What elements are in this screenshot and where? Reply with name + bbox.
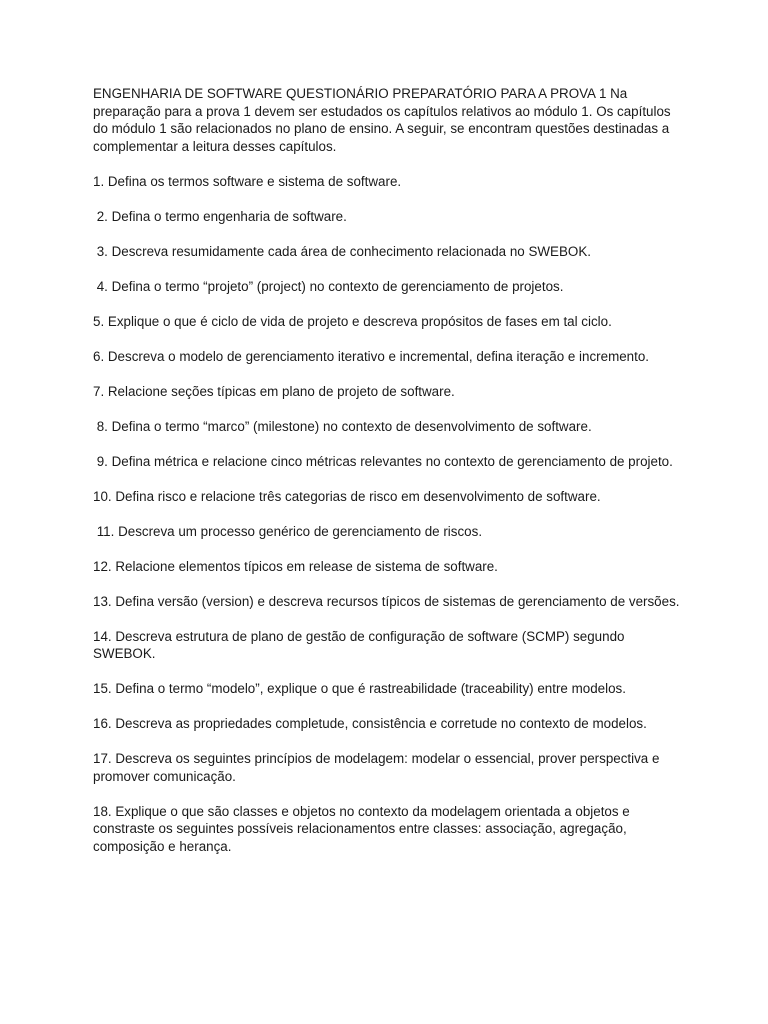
question-12: 12. Relacione elementos típicos em release de sistema de software. [93, 558, 498, 574]
question-14: 14. Descreva estrutura de plano de gestão de configuração de software (SCMP) segundo SWEBOK. [93, 628, 629, 661]
question-17: 17. Descreva os seguintes princípios de modelagem: modelar o essencial, prover perspectiva e promover comunicação. [93, 751, 664, 784]
question-6: 6. Descreva o modelo de gerenciamento iterativo e incremental, defina iteração e incremento. [93, 348, 650, 364]
question-8: 8. Defina o termo “marco” (milestone) no contexto de desenvolvimento de software. [93, 418, 592, 434]
question-10: 10. Defina risco e relacione três categorias de risco em desenvolvimento de software. [93, 488, 601, 504]
question-5: 5. Explique o que é ciclo de vida de projeto e descreva propósitos de fases em tal ciclo. [93, 313, 612, 329]
question-15: 15. Defina o termo “modelo”, explique o que é rastreabilidade (traceability) entre modelos. [93, 681, 626, 696]
question-16: 16. Descreva as propriedades completude, consistência e corretude no contexto de modelos. [93, 716, 647, 731]
question-11: 11. Descreva um processo genérico de gerenciamento de riscos. [93, 523, 483, 539]
question-7: 7. Relacione seções típicas em plano de projeto de software. [93, 383, 455, 399]
document-body [93, 85, 683, 873]
question-18: 18. Explique o que são classes e objetos no contexto da modelagem orientada a objetos e constraste os seguintes possíveis relacionamentos entre classes: associação, agregação, composição e herança. [93, 803, 634, 854]
question-1: 1. Defina os termos software e sistema de software. [93, 173, 402, 189]
question-13: 13. Defina versão (version) e descreva recursos típicos de sistemas de gerenciamento de versões. [93, 593, 680, 609]
question-3: 3. Descreva resumidamente cada área de conhecimento relacionada no SWEBOK. [93, 243, 591, 259]
question-2: 2. Defina o termo engenharia de software. [93, 208, 347, 224]
question-4: 4. Defina o termo “projeto” (project) no contexto de gerenciamento de projetos. [93, 278, 564, 294]
question-9: 9. Defina métrica e relacione cinco métricas relevantes no contexto de gerenciamento de projeto. [93, 453, 673, 469]
intro-paragraph: ENGENHARIA DE SOFTWARE QUESTIONÁRIO PREPARATÓRIO PARA A PROVA 1 Na preparação para a prova 1 devem ser estudados os capítulos relativos ao módulo 1. Os capítulos do módulo 1 são relacionados no plano de ensino. A seguir, se encontram questões destinadas a complementar a leitura desses capítulos. [93, 86, 675, 154]
